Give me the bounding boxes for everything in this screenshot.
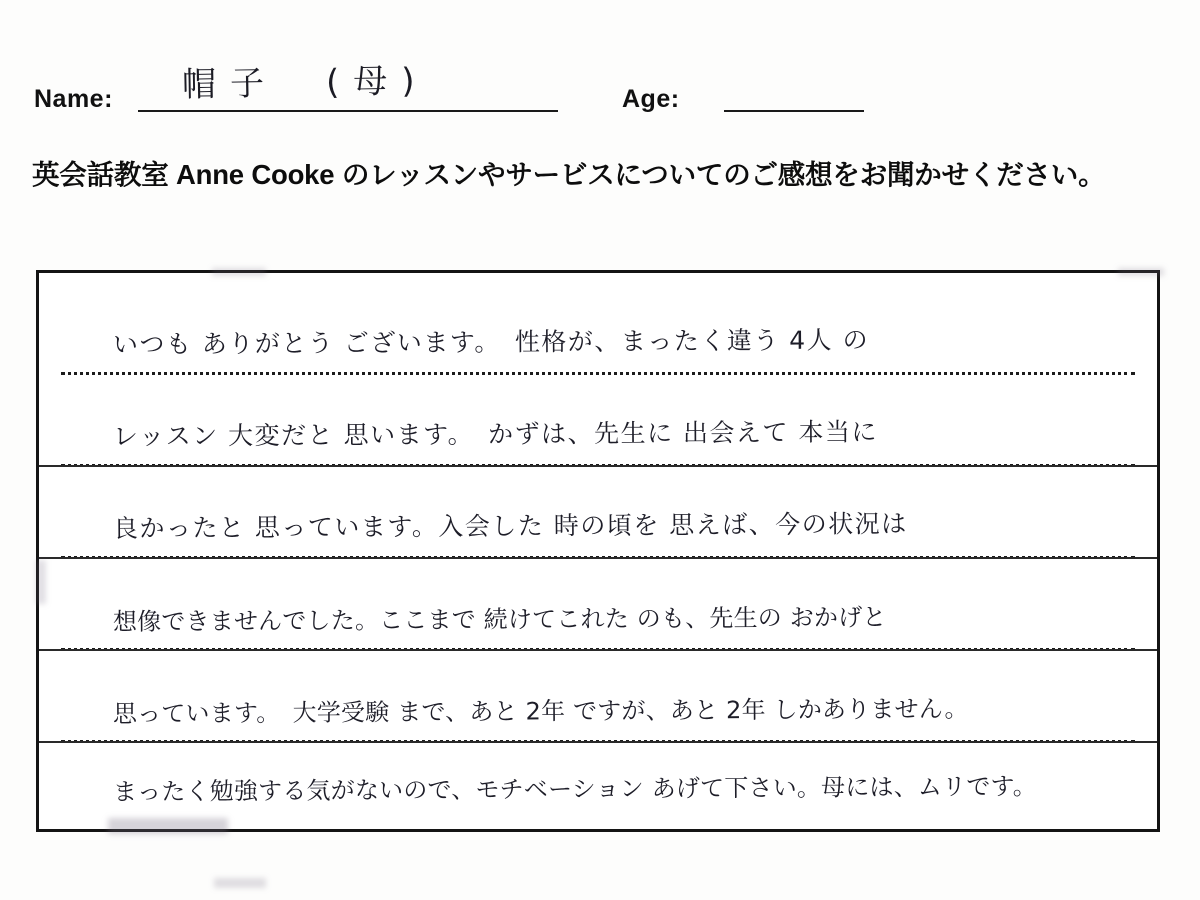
- answer-line-text: レッスン 大変だと 思います。 かずは、先生に 出会えて 本当に: [112, 417, 879, 452]
- answer-line: [61, 651, 1135, 743]
- name-field-value: 帽子 (母): [181, 60, 429, 106]
- answer-line: [61, 735, 1135, 821]
- age-field-label: Age:: [622, 85, 680, 113]
- answer-line: [61, 559, 1135, 651]
- ruled-lines: [39, 273, 1157, 829]
- name-field-label: Name:: [34, 85, 113, 113]
- answer-line-text: いつも ありがとう ございます。 性格が、まったく違う 4人 の: [112, 325, 870, 360]
- age-field-rule: [724, 110, 864, 112]
- prompt-text: 英会話教室 Anne Cooke のレッスンやサービスについてのご感想をお聞かせください。: [32, 159, 1106, 190]
- answer-line-text: 思っています。 大学受験 まで、あと 2年 ですが、あと 2年 しかありません。: [112, 694, 969, 728]
- scan-smudge: [214, 878, 266, 888]
- answer-line: [61, 467, 1135, 559]
- answer-line-text: 想像できませんでした。ここまで 続けてこれた のも、先生の おかげと: [112, 603, 887, 636]
- name-age-row: [34, 58, 1164, 118]
- answer-line: [61, 375, 1135, 467]
- answer-box: [36, 270, 1160, 832]
- answer-line-text: まったく勉強する気がないので、モチベーション あげて下さい。母には、ムリです。: [112, 772, 1038, 806]
- name-field-rule: [138, 110, 558, 112]
- answer-line-text: 良かったと 思っています。入会した 時の頃を 思えば、今の状況は: [112, 509, 908, 544]
- answer-line: [61, 283, 1135, 375]
